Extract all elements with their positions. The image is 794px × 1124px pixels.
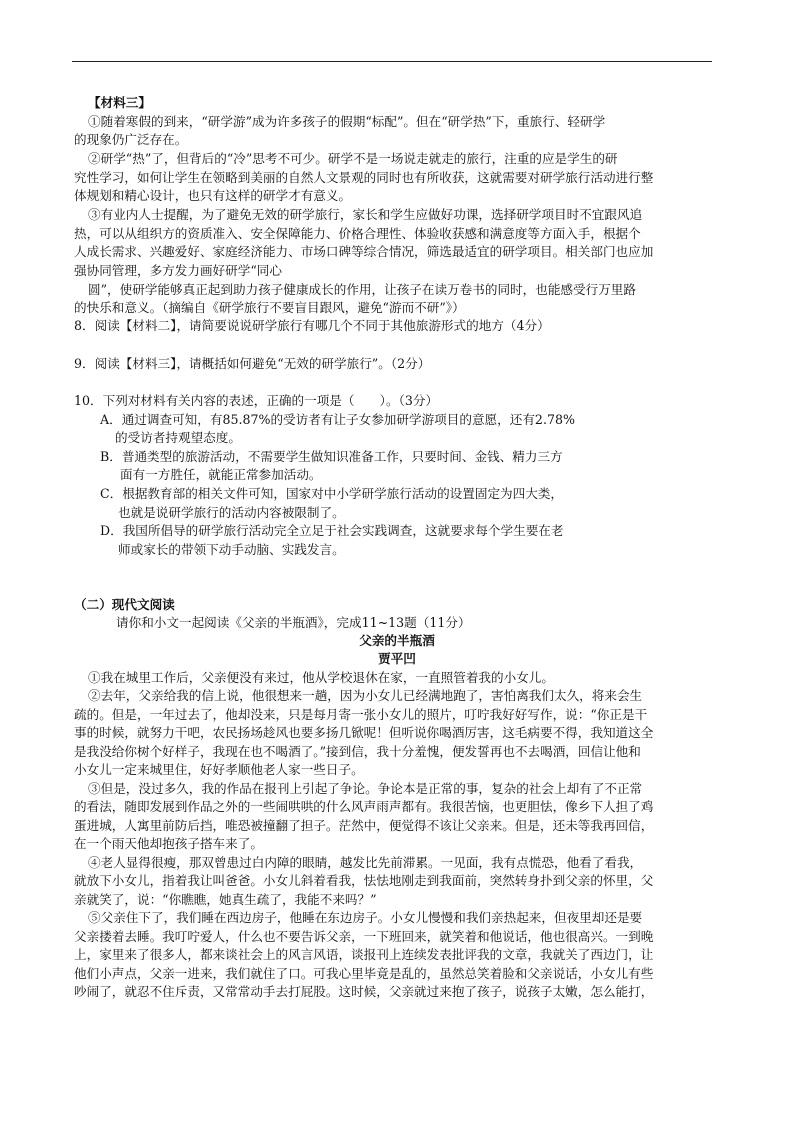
material3-line: 人成长需求、兴趣爱好、家庭经济能力、市场口碑等综合情况，筛选最适宜的研学项目。相关部门也应加: [74, 244, 654, 259]
option-b: B．普通类型的旅游活动，不需要学生做知识准备工作，只要时间、金钱、精力三方: [100, 449, 563, 464]
material3-line: 究性学习，如何让学生在领略到美丽的自然人文景观的同时也有所收获，这就需要对研学旅行活动进行整: [74, 170, 654, 185]
material3-line: 体规划和精心设计，也只有这样的研学才有意义。: [74, 188, 352, 203]
essay-line: 蛋进城，人寓里前防后挡，唯恐被撞翻了担子。茫然中，便觉得不该让父亲来。但是，还未等我再回信，: [74, 818, 654, 833]
essay-line: ③但是，没过多久，我的作品在报刊上引起了争论。争论本是正常的事，复杂的社会上却有了不正常: [88, 781, 643, 796]
material3-line: 的现象仍广泛存在。: [74, 132, 188, 147]
material3-line: 的快乐和意义。（摘编自《研学旅行不要盲目跟风，避免“游而不研”》）: [74, 300, 465, 315]
essay-line: 父亲搂着去睡。我叮咛爱人，什么也不要告诉父亲，一下班回来，就笑着和他说话，他也很高兴。一到晚: [74, 929, 654, 944]
essay-line: 他们小声点，父亲一进来，我们就住了口。可我心里毕竟是乱的，虽然总笑着脸和父亲说话，小女儿有些: [74, 966, 654, 981]
essay-line: 亲就笑了，说：“你瞧瞧，她真生疏了，我能不来吗？”: [74, 892, 377, 907]
material3-line: ③有业内人士提醒，为了避免无效的研学旅行，家长和学生应做好功课，选择研学项目时不宜跟风追: [88, 207, 643, 222]
section-intro: 请你和小文一起阅读《父亲的半瓶酒》，完成11~13题（11分）: [116, 615, 471, 630]
essay-line: 小女儿一定来城里住，好好孝顺他老人家一些日子。: [74, 762, 364, 777]
material3-line: ②研学“热”了，但背后的“冷”思考不可少。研学不是一场说走就走的旅行，注重的应是学生的研: [88, 151, 618, 166]
essay-line: 上，家里来了很多人，都来谈社会上的风言风语，谈报刊上连续发表批评我的文章，我就关了西边门，让: [74, 947, 654, 962]
option-c-cont: 也就是说研学旅行的活动内容被限制了。: [118, 505, 345, 520]
essay-line: 是我没给你树个好样子，我现在也不喝酒了。”接到信，我十分羞愧，便发誓再也不去喝酒，回信让他和: [74, 744, 641, 759]
material3-line: 圆”，使研学能够真正起到助力孩子健康成长的作用，让孩子在读万卷书的同时，也能感受行万里路: [88, 282, 636, 297]
essay-line: ①我在城里工作后，父亲便没有来过，他从学校退休在家，一直照管着我的小女儿。: [88, 670, 554, 685]
material3-heading: 【材料三】: [88, 95, 151, 110]
essay-line: ④老人显得很瘦，那双曾患过白内障的眼睛，越发比先前滞累。一见面，我有点慌恐，他看了看我，: [88, 855, 643, 870]
material3-line: 热，可以从组织方的资质准入、安全保障能力、价格合理性、体验收获感和满意度等方面入手，根据个: [74, 226, 641, 241]
essay-line: 在一个雨天他却抱孩子搭车来了。: [74, 836, 263, 851]
question-8: 8．阅读【材料二】，请简要说说研学旅行有哪几个不同于其他旅游形式的地方（4分）: [74, 318, 550, 333]
material3-line: 强协同管理，多方发力画好研学“同心: [74, 263, 282, 278]
option-c: C．根据教育部的相关文件可知，国家对中小学研学旅行活动的设置固定为四大类，: [100, 486, 564, 501]
option-a-cont: 的受访者持观望态度。: [115, 430, 241, 445]
essay-line: ⑤父亲住下了，我们睡在西边房子，他睡在东边房子。小女儿慢慢和我们亲热起来，但夜里却还是要: [88, 910, 643, 925]
material3-line: ①随着寒假的到来，“研学游”成为许多孩子的假期“标配”。但在“研学热”下，重旅行、轻研学: [88, 114, 606, 129]
option-d-cont: 师或家长的带领下动手动脑、实践发言。: [118, 542, 345, 557]
essay-line: ②去年，父亲给我的信上说，他很想来一趟，因为小女儿已经满地跑了，害怕离我们太久，将来会生: [88, 688, 643, 703]
question-10: 10．下列对材料有关内容的表述，正确的一项是（ ）。（3分）: [74, 393, 439, 408]
section-heading: （二）现代文阅读: [74, 597, 175, 612]
essay-line: 就放下小女儿，指着我让叫爸爸。小女儿斜着看我，怯怯地刚走到我面前，突然转身扑到父亲的怀里，父: [74, 873, 654, 888]
header-rule: [72, 61, 712, 62]
essay-line: 疏的。但是，一年过去了，他却没来，只是每月寄一张小女儿的照片，叮咛我好好写作，说：“你正是干: [74, 707, 648, 722]
option-d: D．我国所倡导的研学旅行活动完全立足于社会实践调查，这就要求每个学生要在老: [100, 523, 564, 538]
essay-title: 父亲的半瓶酒: [359, 633, 435, 648]
essay-line: 的看法，随即发展到作品之外的一些闹哄哄的什么风声雨声都有。我很苦恼，也更胆怯，像乡下人担了鸡: [74, 799, 654, 814]
option-a: A．通过调查可知，有85.87%的受访者有让子女参加研学游项目的意愿，还有2.78%: [100, 412, 575, 427]
essay-line: 吵闹了，就忍不住斥责，又常常动手去打屁股。这时候，父亲就过来抱了孩子，说孩子太嫩，怎么能打，: [74, 984, 654, 999]
option-b-cont: 面有一方胜任，就能正常参加活动。: [120, 467, 322, 482]
question-9: 9．阅读【材料三】，请概括如何避免“无效的研学旅行”。（2分）: [74, 356, 431, 371]
essay-author: 贾平凹: [378, 651, 416, 666]
essay-line: 事的时候，就努力干吧，农民扬场趁风也要多扬几锨呢！但听说你喝酒厉害，这毛病要不得，我知道这全: [74, 725, 654, 740]
